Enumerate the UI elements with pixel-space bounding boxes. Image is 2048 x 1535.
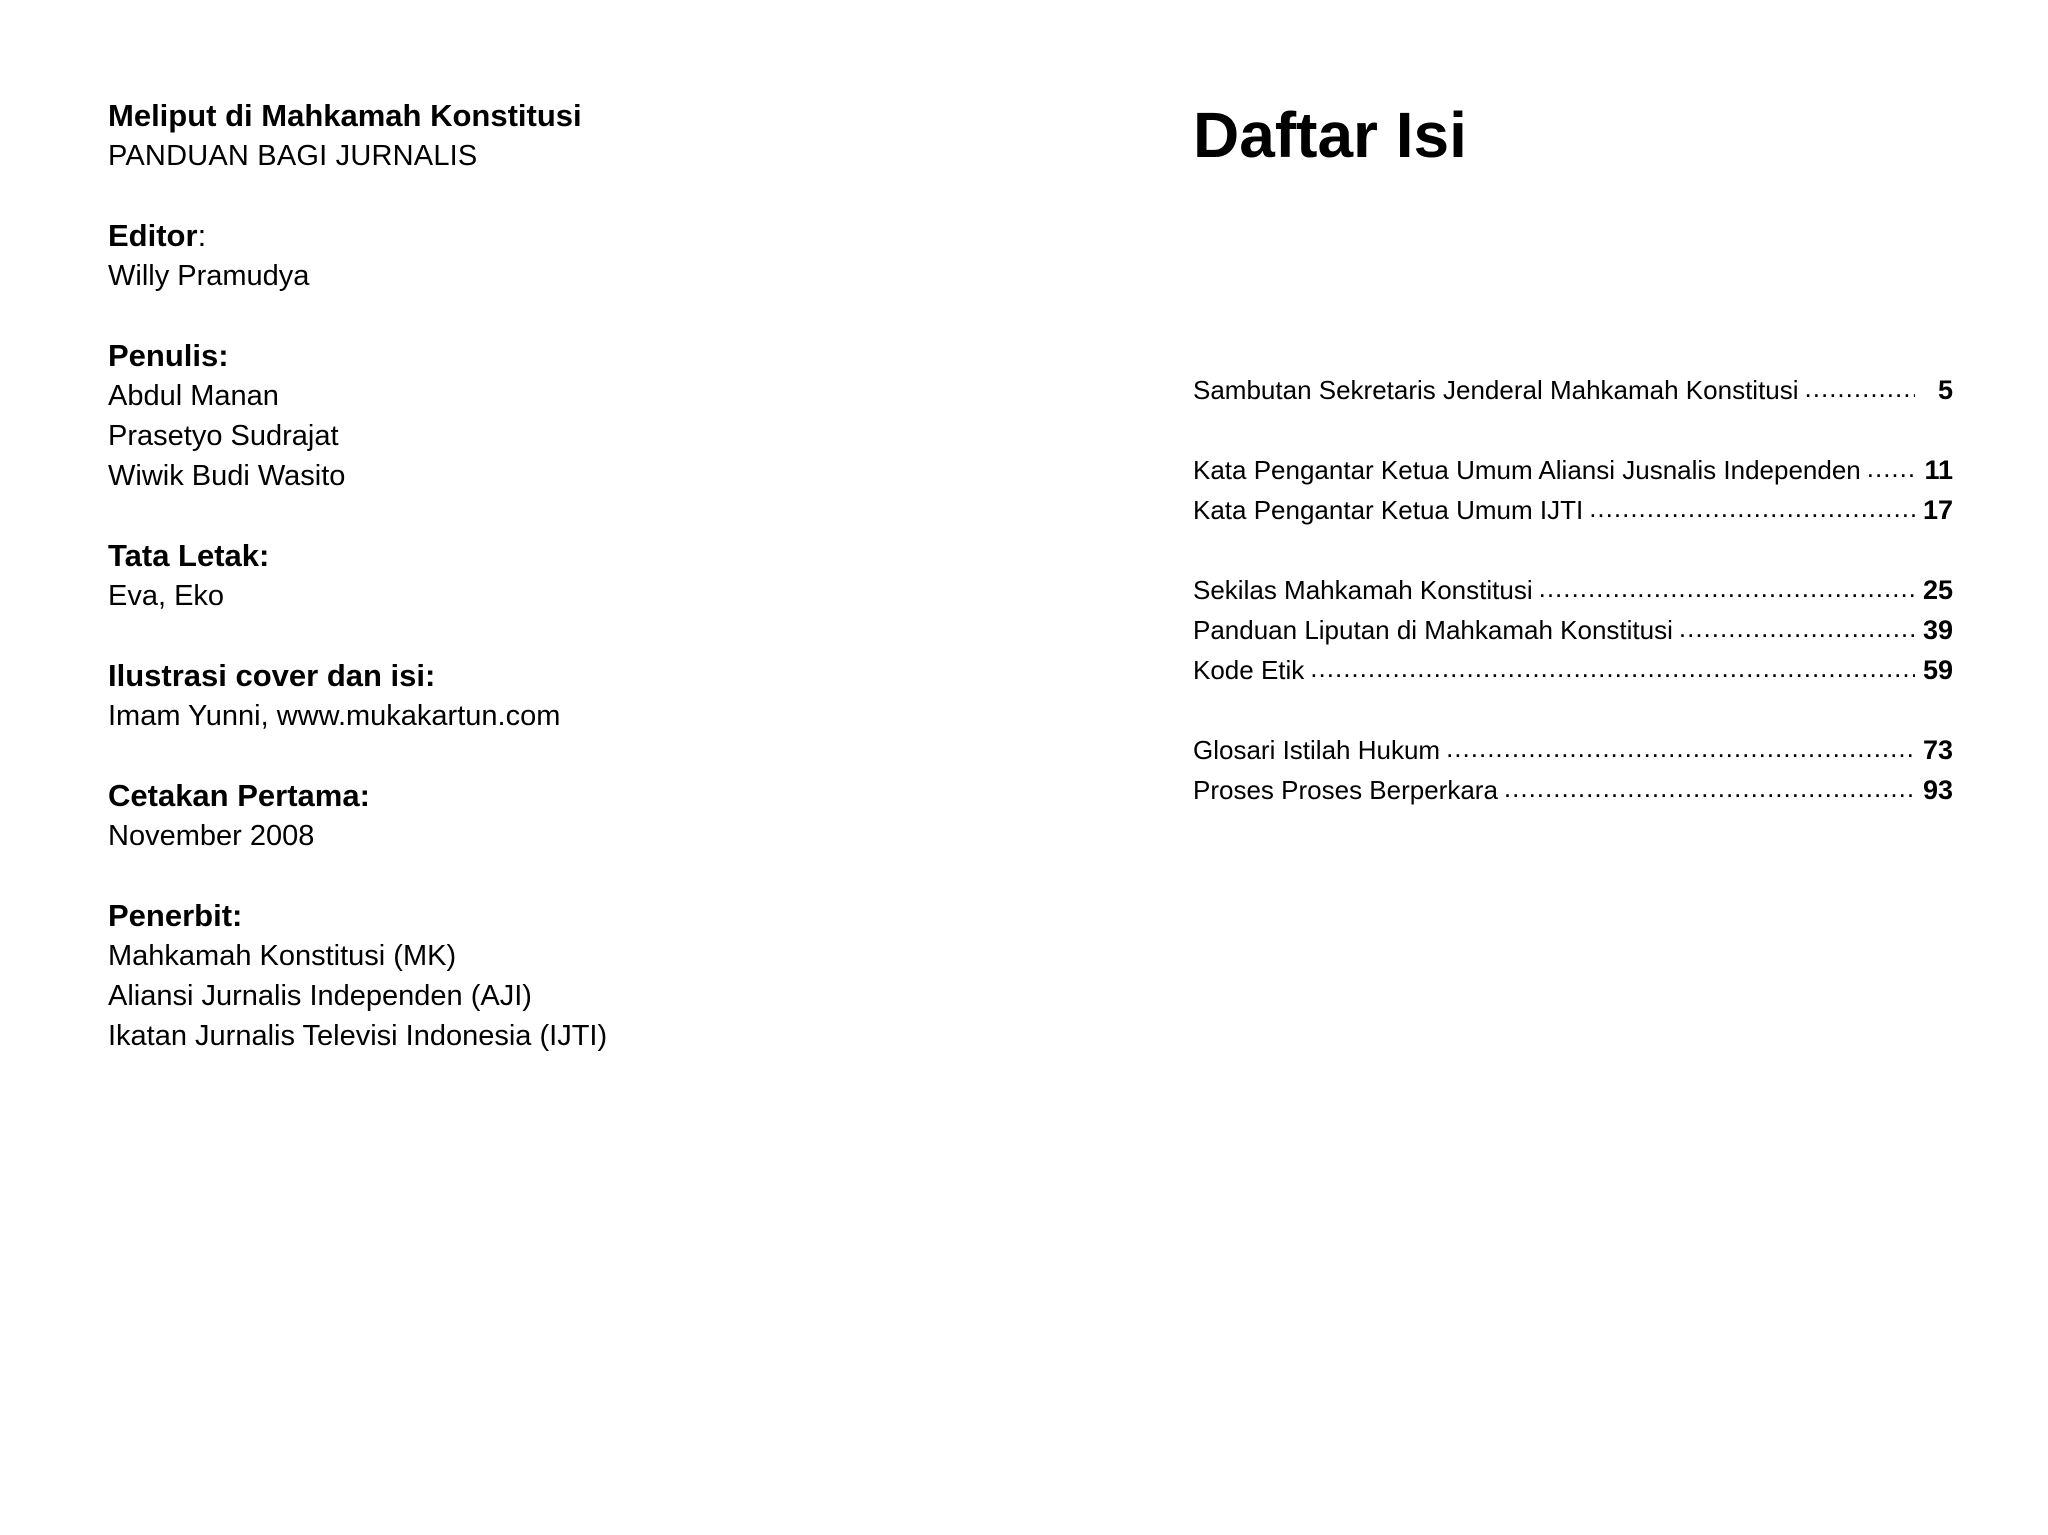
toc-entry-label: Proses Proses Berperkara bbox=[1193, 775, 1498, 805]
credit-heading: Ilustrasi cover dan isi: bbox=[108, 658, 436, 693]
toc-entry-page: 11 bbox=[1924, 455, 1953, 485]
book-subtitle: PANDUAN BAGI JURNALIS bbox=[108, 140, 478, 172]
credit-heading-text: Editor bbox=[108, 218, 198, 253]
toc-group bbox=[1193, 450, 1953, 530]
toc-entry[interactable] bbox=[1193, 730, 1953, 770]
credit-line: Prasetyo Sudrajat bbox=[108, 420, 339, 452]
toc-leader-dots bbox=[1679, 608, 1915, 648]
toc-entry-page: 93 bbox=[1922, 775, 1953, 805]
toc-entry[interactable] bbox=[1193, 370, 1953, 410]
credit-editor bbox=[108, 216, 1008, 296]
toc-entry-page: 25 bbox=[1922, 575, 1953, 605]
toc-leader-dots bbox=[1310, 648, 1915, 688]
toc-group bbox=[1193, 370, 1953, 410]
book-title: Meliput di Mahkamah Konstitusi bbox=[108, 98, 582, 133]
toc-entry-page: 39 bbox=[1922, 615, 1953, 645]
toc-leader-dots bbox=[1589, 488, 1915, 528]
credit-writers bbox=[108, 336, 1008, 496]
toc-title: Daftar Isi bbox=[1193, 99, 1467, 171]
toc-entry[interactable] bbox=[1193, 610, 1953, 650]
toc-leader-dots bbox=[1504, 768, 1915, 808]
toc-entry-label: Kata Pengantar Ketua Umum Aliansi Jusnalis Independen bbox=[1193, 455, 1861, 485]
credit-layout bbox=[108, 536, 1008, 616]
toc-leader-dots bbox=[1867, 448, 1915, 488]
colophon-page bbox=[108, 96, 1008, 1056]
credit-heading: Tata Letak: bbox=[108, 538, 270, 573]
toc-entry-page: 17 bbox=[1922, 495, 1953, 525]
toc-entry[interactable] bbox=[1193, 450, 1953, 490]
toc-group bbox=[1193, 730, 1953, 810]
credit-line: November 2008 bbox=[108, 820, 315, 852]
toc-group bbox=[1193, 570, 1953, 690]
credit-heading-suffix: : bbox=[197, 218, 207, 253]
toc-entry[interactable] bbox=[1193, 650, 1953, 690]
toc-entry-label: Kata Pengantar Ketua Umum IJTI bbox=[1193, 495, 1584, 525]
credit-line: Abdul Manan bbox=[108, 380, 279, 412]
toc-entry-label: Kode Etik bbox=[1193, 655, 1305, 685]
toc-entry-label: Panduan Liputan di Mahkamah Konstitusi bbox=[1193, 615, 1673, 645]
credit-heading: Penulis: bbox=[108, 338, 229, 373]
credit-line: Eva, Eko bbox=[108, 580, 225, 612]
toc-entry-page: 5 bbox=[1937, 375, 1953, 405]
credit-heading: Penerbit: bbox=[108, 898, 243, 933]
credit-publisher bbox=[108, 896, 1008, 1056]
credit-heading bbox=[108, 216, 1008, 256]
toc-entry-page: 73 bbox=[1922, 735, 1953, 765]
toc-leader-dots bbox=[1446, 728, 1915, 768]
toc-entry[interactable] bbox=[1193, 770, 1953, 810]
toc-entry[interactable] bbox=[1193, 490, 1953, 530]
toc-entry-page: 59 bbox=[1922, 655, 1953, 685]
toc-leader-dots bbox=[1805, 368, 1915, 408]
toc-page bbox=[1193, 90, 1953, 805]
toc-entry-label: Sekilas Mahkamah Konstitusi bbox=[1193, 575, 1533, 605]
credit-line: Aliansi Jurnalis Independen (AJI) bbox=[108, 980, 532, 1012]
credit-first-print bbox=[108, 776, 1008, 856]
table-of-contents bbox=[1193, 370, 1953, 850]
credit-heading: Cetakan Pertama: bbox=[108, 778, 370, 813]
toc-leader-dots bbox=[1539, 568, 1915, 608]
credit-line: Wiwik Budi Wasito bbox=[108, 460, 346, 492]
credit-line: Ikatan Jurnalis Televisi Indonesia (IJTI) bbox=[108, 1020, 608, 1052]
credit-line: Mahkamah Konstitusi (MK) bbox=[108, 940, 457, 972]
toc-entry-label: Glosari Istilah Hukum bbox=[1193, 735, 1441, 765]
credit-line: Willy Pramudya bbox=[108, 260, 310, 292]
toc-entry[interactable] bbox=[1193, 570, 1953, 610]
toc-entry-label: Sambutan Sekretaris Jenderal Mahkamah Konstitusi bbox=[1193, 375, 1799, 405]
credit-illustration bbox=[108, 656, 1008, 736]
credit-line: Imam Yunni, www.mukakartun.com bbox=[108, 700, 561, 732]
